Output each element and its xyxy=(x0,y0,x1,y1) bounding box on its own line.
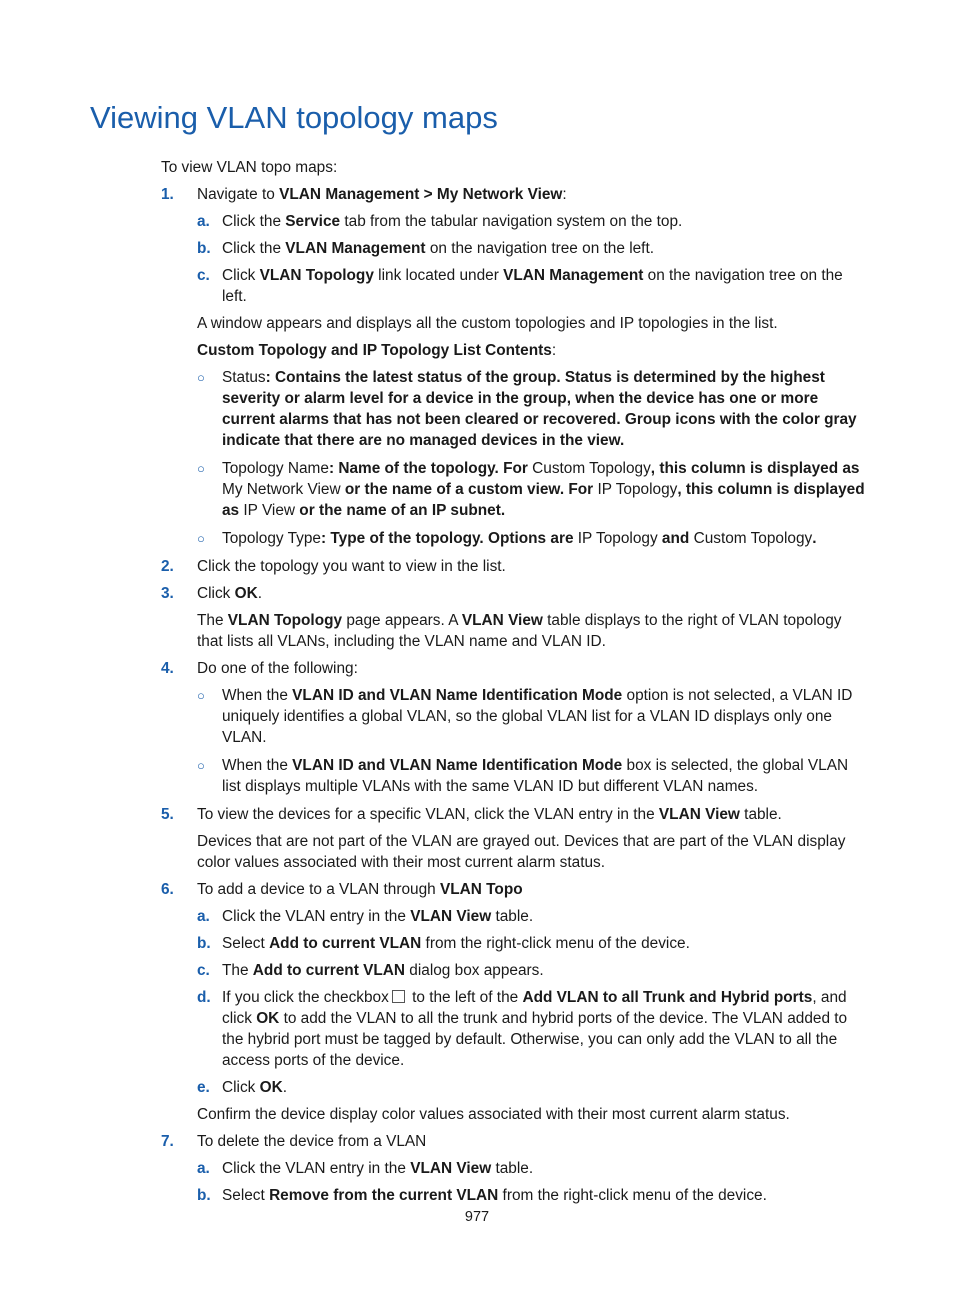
ui-term: VLAN ID and VLAN Name Identification Mode xyxy=(292,757,623,774)
text-run: dialog box appears. xyxy=(405,962,544,979)
text-run: table displays to the right of VLAN topology that lists all VLANs, including the VLAN name and VLAN ID. xyxy=(197,612,842,650)
text-run: Click the xyxy=(222,213,286,230)
checkbox-icon xyxy=(392,990,405,1003)
text-run: Topology Type xyxy=(222,530,321,547)
text-run: When the xyxy=(222,687,293,704)
step-item xyxy=(161,658,871,797)
substep-list xyxy=(197,906,871,1098)
text-run: My Network View xyxy=(222,481,341,498)
text-run: Custom Topology xyxy=(693,530,813,547)
text-run: Navigate to xyxy=(197,186,280,203)
ui-term: : Name of the topology. For xyxy=(328,460,533,477)
substep-text xyxy=(222,1158,871,1179)
text-run: , and click xyxy=(222,989,847,1027)
ui-term: VLAN View xyxy=(461,612,543,629)
step-item xyxy=(161,556,871,577)
text-run: IP Topology xyxy=(577,530,658,547)
text-run: Do one of the following: xyxy=(197,660,358,677)
step-item xyxy=(161,184,871,549)
substep-item xyxy=(197,987,871,1071)
text-run: To view the devices for a specific VLAN, click the VLAN entry in the xyxy=(197,806,659,823)
page-title: Viewing VLAN topology maps xyxy=(90,100,498,135)
substep-text xyxy=(222,211,871,232)
list-heading xyxy=(197,340,871,361)
text-run: Custom Topology xyxy=(532,460,651,477)
bullet-text xyxy=(222,367,871,451)
text-run: Click xyxy=(222,267,260,284)
text-run: Click xyxy=(222,1079,260,1096)
text-run: to the left of the xyxy=(407,989,523,1006)
substep-text xyxy=(222,1185,871,1206)
substep-text xyxy=(222,987,871,1071)
step-item xyxy=(161,1131,871,1206)
substep-letter: b. xyxy=(197,240,211,257)
bullet-text xyxy=(222,528,871,549)
text-run: Status xyxy=(222,369,266,386)
text-run: box is selected, the global VLAN list displays multiple VLANs with the same VLAN ID but different VLAN names. xyxy=(222,757,849,795)
bullet-circle-icon: ○ xyxy=(197,531,205,546)
substep-item xyxy=(197,960,871,981)
step-note: A window appears and displays all the custom topologies and IP topologies in the list. xyxy=(197,315,778,332)
step-text xyxy=(197,879,871,900)
text-run: If you click the checkbox xyxy=(222,989,389,1006)
ui-term: OK xyxy=(234,585,258,602)
step-number: 2. xyxy=(161,558,174,575)
step-note: Confirm the device display color values associated with their most current alarm status. xyxy=(197,1106,790,1123)
substep-letter: c. xyxy=(197,267,210,284)
step-text xyxy=(197,804,871,825)
text-run: IP Topology xyxy=(597,481,678,498)
text-run: on the navigation tree on the left. xyxy=(222,267,843,305)
text-run: Click the xyxy=(222,240,286,257)
step-number: 7. xyxy=(161,1133,174,1150)
text-run: : xyxy=(562,186,567,203)
step-item xyxy=(161,583,871,652)
text-run: Click xyxy=(197,585,235,602)
substep-item xyxy=(197,265,871,307)
text-run: page appears. A xyxy=(342,612,462,629)
ui-term: Add VLAN to all Trunk and Hybrid ports xyxy=(522,989,813,1006)
step-number: 5. xyxy=(161,806,174,823)
ui-term: VLAN Topo xyxy=(440,881,523,898)
text-run: table. xyxy=(739,806,782,823)
text-run: To delete the device from a VLAN xyxy=(197,1133,427,1150)
step-text xyxy=(197,1131,871,1152)
text-run: on the navigation tree on the left. xyxy=(425,240,655,257)
ui-term: VLAN View xyxy=(410,908,492,925)
substep-item xyxy=(197,238,871,259)
bullet-circle-icon: ○ xyxy=(197,758,205,773)
step-text xyxy=(197,658,871,679)
text-run: Select xyxy=(222,935,270,952)
ui-term: . xyxy=(812,530,817,547)
ui-term: Service xyxy=(285,213,341,230)
step-number: 1. xyxy=(161,186,174,203)
ui-term: and xyxy=(657,530,694,547)
substep-item xyxy=(197,1158,871,1179)
text-run: tab from the tabular navigation system on the top. xyxy=(340,213,683,230)
text-run: option is not selected, a VLAN ID uniquely identifies a global VLAN, so the global VLAN list for a VLAN ID displays only one VLAN. xyxy=(222,687,853,746)
ui-term: VLAN View xyxy=(658,806,740,823)
substep-item xyxy=(197,933,871,954)
substep-letter: a. xyxy=(197,213,210,230)
step-item xyxy=(161,804,871,873)
substep-text xyxy=(222,265,871,307)
bullet-list xyxy=(197,367,871,549)
text-run: The xyxy=(222,962,253,979)
step-item xyxy=(161,879,871,1125)
ui-term: VLAN ID and VLAN Name Identification Mode xyxy=(292,687,623,704)
step-text xyxy=(197,583,871,604)
text-run: Click the VLAN entry in the xyxy=(222,1160,411,1177)
text-run: table. xyxy=(491,908,534,925)
substep-letter: e. xyxy=(197,1079,210,1096)
step-paragraph xyxy=(197,610,871,652)
text-run: link located under xyxy=(373,267,504,284)
text-run: Click the VLAN entry in the xyxy=(222,908,411,925)
text-run: . xyxy=(257,585,262,602)
step-paragraph xyxy=(197,831,871,873)
substep-text xyxy=(222,933,871,954)
ui-term: VLAN Management > My Network View xyxy=(279,186,563,203)
ui-term: VLAN View xyxy=(410,1160,492,1177)
intro-text: To view VLAN topo maps: xyxy=(161,159,338,176)
substep-text xyxy=(222,1077,871,1098)
text-run: from the right-click menu of the device. xyxy=(498,1187,767,1204)
text-run: to add the VLAN to all the trunk and hybrid ports of the device. The VLAN added to the hybrid port must be tagged by default. Otherwise, you can only add the VLAN to all the access ports of the device. xyxy=(222,1010,848,1069)
step-number: 3. xyxy=(161,585,174,602)
bullet-text xyxy=(222,458,871,521)
bullet-item xyxy=(197,685,871,748)
list-heading-label: Custom Topology and IP Topology List Contents xyxy=(197,342,552,359)
ui-term: OK xyxy=(259,1079,283,1096)
substep-item xyxy=(197,906,871,927)
substep-item xyxy=(197,211,871,232)
substep-item xyxy=(197,1077,871,1098)
step-text xyxy=(197,556,871,577)
ui-term: OK xyxy=(256,1010,280,1027)
bullet-circle-icon: ○ xyxy=(197,688,205,703)
substep-text xyxy=(222,238,871,259)
substep-text xyxy=(222,906,871,927)
substep-letter: a. xyxy=(197,908,210,925)
text-run: table. xyxy=(491,1160,534,1177)
steps-list xyxy=(161,184,871,1206)
ui-term: VLAN Management xyxy=(503,267,644,284)
substep-letter: b. xyxy=(197,1187,211,1204)
bullet-item xyxy=(197,458,871,521)
text-run: IP View xyxy=(243,502,296,519)
substep-item xyxy=(197,1185,871,1206)
ui-term: : Type of the topology. Options are xyxy=(320,530,578,547)
text-run: The xyxy=(197,612,228,629)
bullet-item xyxy=(197,367,871,451)
step-number: 6. xyxy=(161,881,174,898)
bullet-text xyxy=(222,685,871,748)
text-run: . xyxy=(282,1079,287,1096)
substep-letter: b. xyxy=(197,935,211,952)
substep-list xyxy=(197,211,871,307)
text-run: Topology Name xyxy=(222,460,329,477)
ui-term: or the name of an IP subnet. xyxy=(295,502,506,519)
content xyxy=(161,157,871,1212)
text-run: Click the topology you want to view in the list. xyxy=(197,558,506,575)
ui-term: Add to current VLAN xyxy=(252,962,405,979)
text-run: from the right-click menu of the device. xyxy=(421,935,690,952)
ui-term: Add to current VLAN xyxy=(269,935,422,952)
text-run: : xyxy=(551,342,557,359)
bullet-text xyxy=(222,755,871,797)
substep-letter: a. xyxy=(197,1160,210,1177)
bullet-list xyxy=(197,685,871,797)
step-number: 4. xyxy=(161,660,174,677)
substep-letter: c. xyxy=(197,962,210,979)
text-run: Select xyxy=(222,1187,270,1204)
ui-term: Remove from the current VLAN xyxy=(269,1187,499,1204)
ui-term: VLAN Topology xyxy=(227,612,343,629)
substep-list xyxy=(197,1158,871,1206)
text-run: To add a device to a VLAN through xyxy=(197,881,440,898)
bullet-item xyxy=(197,755,871,797)
bullet-circle-icon: ○ xyxy=(197,370,205,385)
page-number: 977 xyxy=(464,1209,490,1225)
step-text xyxy=(197,184,871,205)
ui-term: or the name of a custom view. For xyxy=(340,481,598,498)
substep-text xyxy=(222,960,871,981)
ui-term: : Contains the latest status of the group. Status is determined by the highest severity or alarm level for a device in the group, when the device has one or more current alarms that has not been cleared or recovered. Group icons with the color gray indicate that there are no managed devices in the view. xyxy=(222,369,857,449)
text-run: When the xyxy=(222,757,293,774)
ui-term: VLAN Management xyxy=(285,240,426,257)
ui-term: , this column is displayed as xyxy=(650,460,860,477)
ui-term: , this column is displayed as xyxy=(222,481,865,519)
bullet-circle-icon: ○ xyxy=(197,461,205,476)
bullet-item xyxy=(197,528,871,549)
substep-letter: d. xyxy=(197,989,211,1006)
ui-term: VLAN Topology xyxy=(259,267,374,284)
text-run: Devices that are not part of the VLAN are grayed out. Devices that are part of the VLAN display color values associated with their most current alarm status. xyxy=(197,833,846,871)
